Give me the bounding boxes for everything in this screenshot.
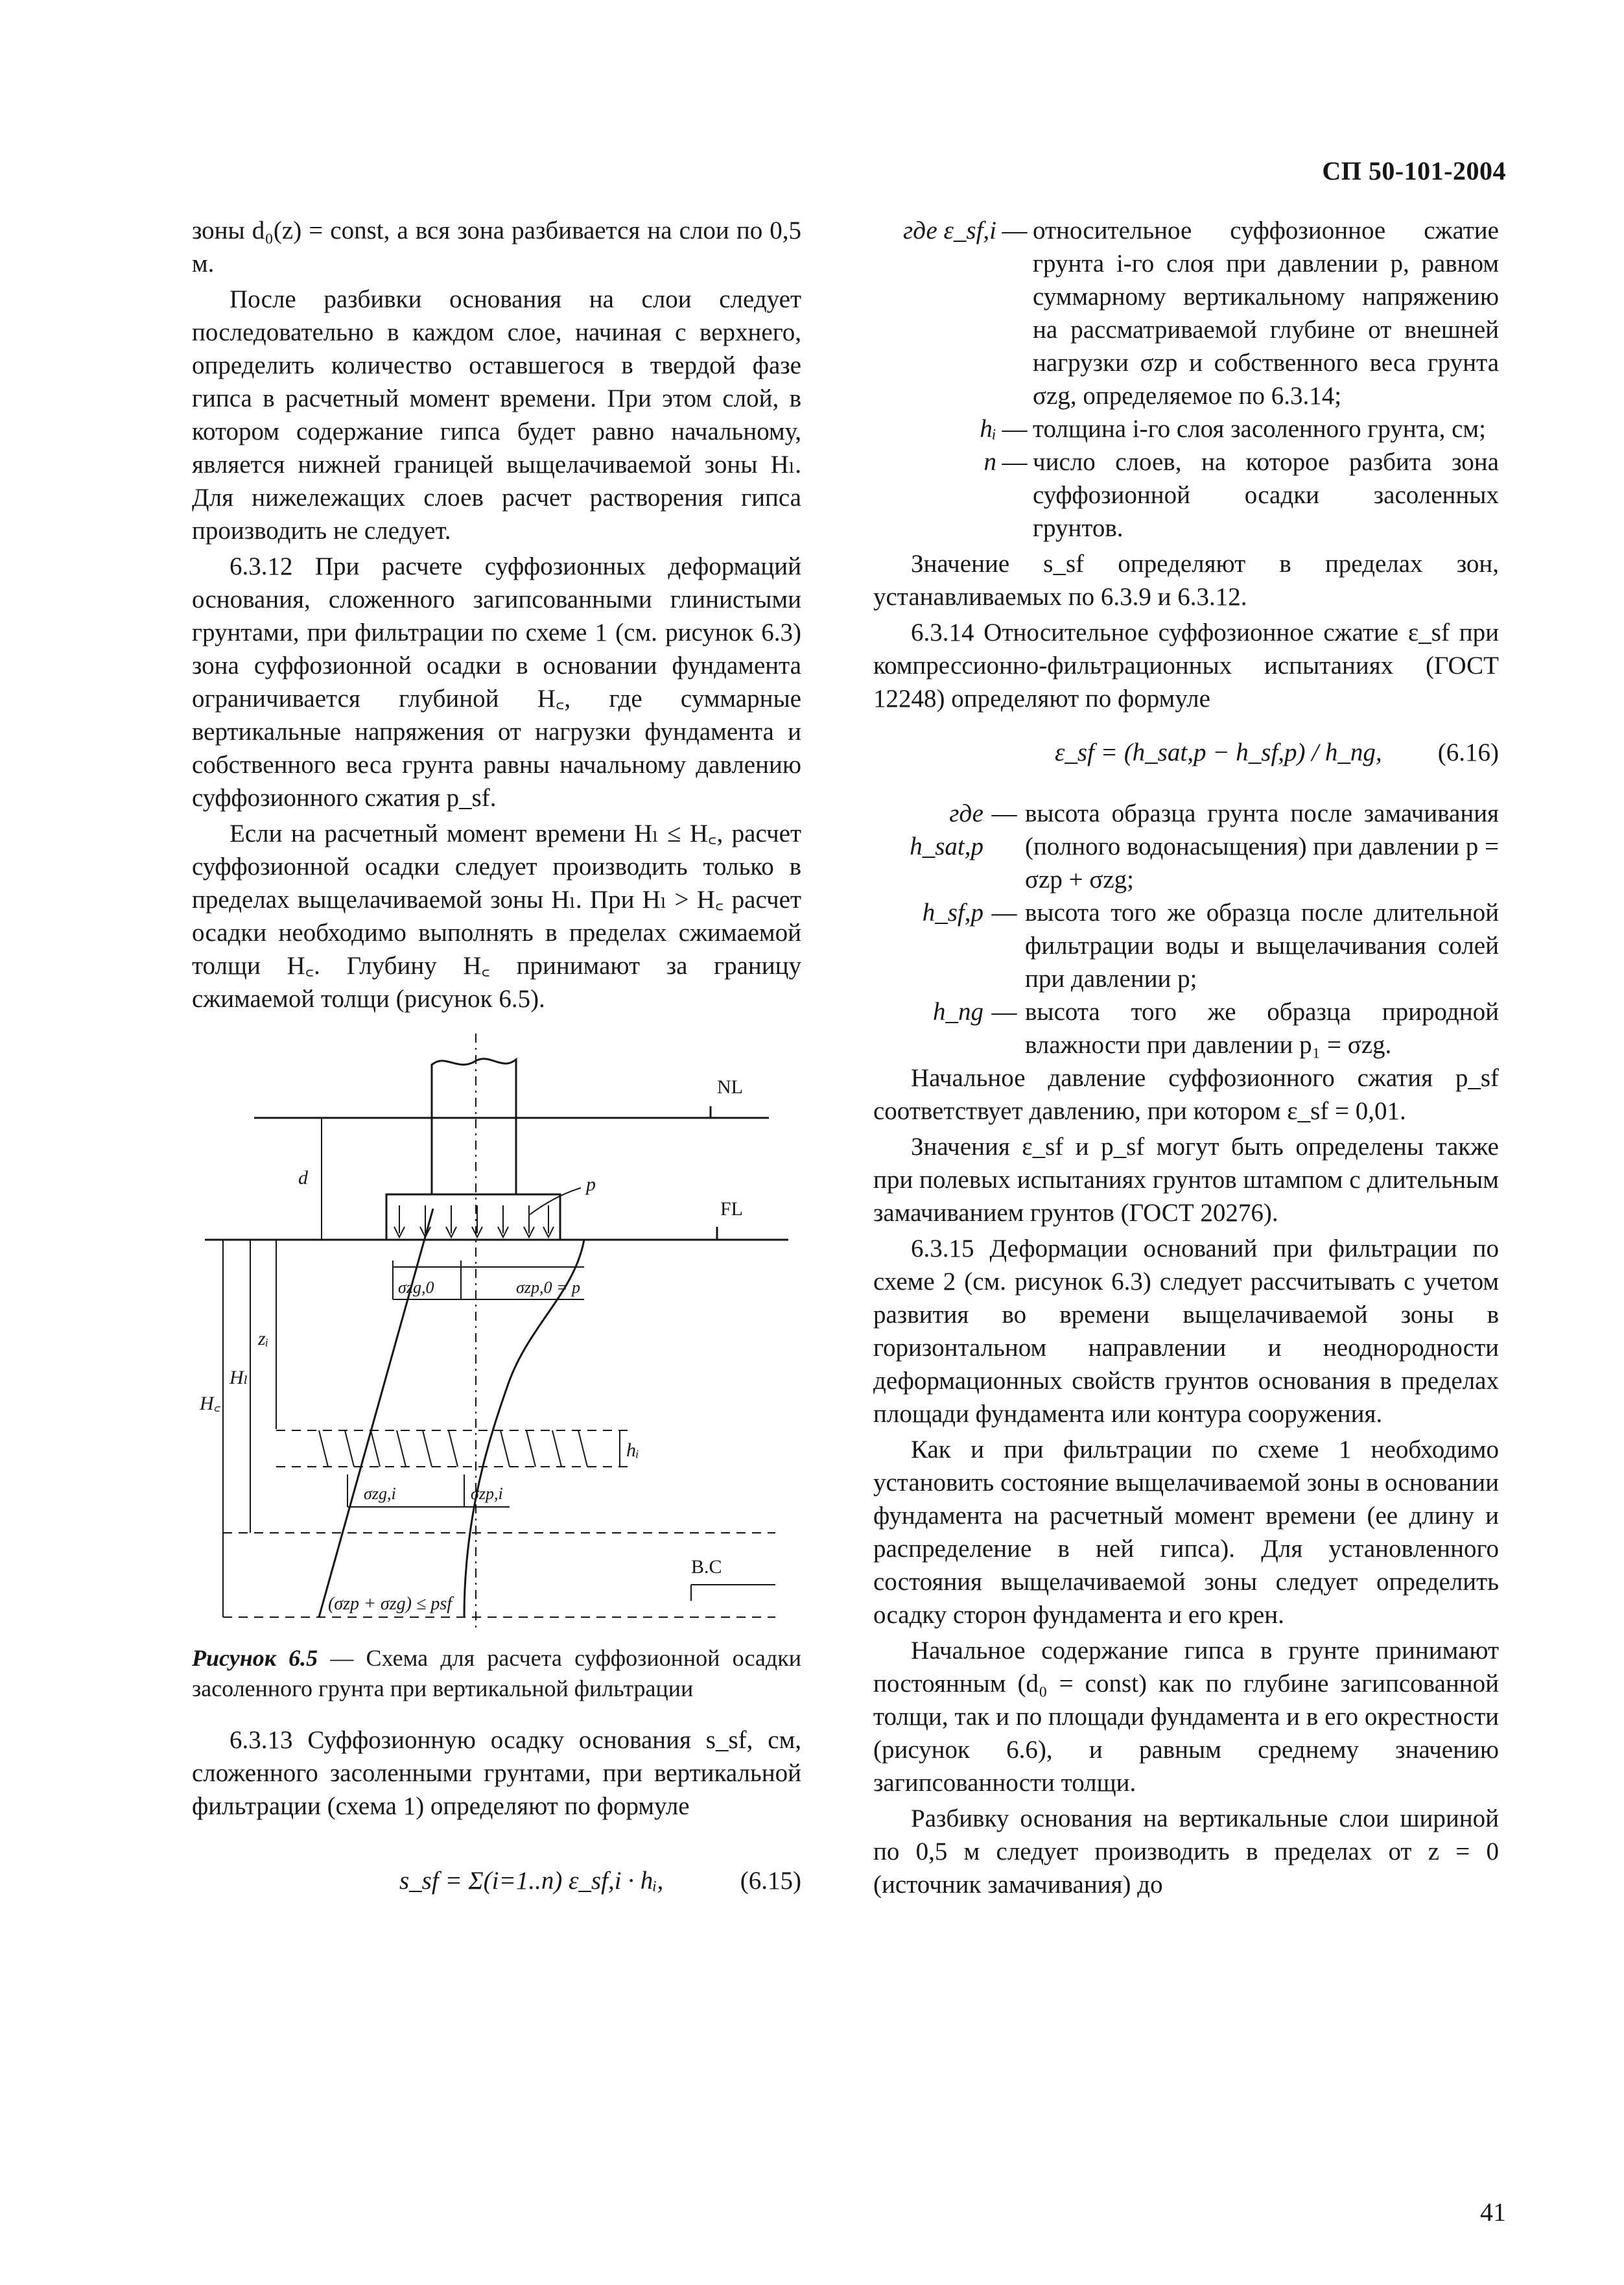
paragraph: После разбивки основания на слои следует последовательно в каждом слое, начиная с верхнего, определить количество оставшегося в твердой фазе гипса в расчетный момент времени. При этом слой, в котором содержание гипса будет равно начальному, является нижней границей выщелачиваемой зоны Hₗ. Для нижележащих слоев расчет растворения гипса производить не следует.	[192, 285, 801, 545]
definition-symbol: n	[983, 448, 996, 476]
paragraph: Разбивку основания на вертикальные слои шириной по 0,5 м следует производить в пределах от z = 0 (источник замачивания) до	[873, 1805, 1499, 1899]
formula-expression: s_sf = Σ(i=1..n) ε_sf,i · hᵢ,	[399, 1867, 664, 1895]
definition-symbol: hᵢ	[980, 415, 996, 443]
formula-6-15	[192, 1836, 801, 1933]
svg-text:hᵢ: hᵢ	[626, 1439, 639, 1461]
definition-text: высота того же образца после длительной фильтрации воды и выщелачивания солей при давлении p;	[1025, 899, 1499, 993]
column	[432, 1059, 516, 1194]
label-nl: NL	[717, 1076, 743, 1098]
right-column	[873, 214, 1499, 1901]
layer-hatch	[319, 1430, 587, 1467]
caption-label: Рисунок 6.5	[192, 1645, 318, 1671]
svg-text:σzp,0 = p: σzp,0 = p	[516, 1278, 580, 1297]
svg-text:(σzp + σzg) ≤ psf: (σzp + σzg) ≤ psf	[328, 1594, 452, 1614]
paragraph: зоны d₀(z) = const, а вся зона разбивается на слои по 0,5 м.	[192, 217, 801, 278]
svg-text:H꜀: H꜀	[200, 1393, 221, 1414]
svg-text:σzp,i: σzp,i	[471, 1484, 503, 1503]
figure-caption	[192, 1643, 801, 1704]
svg-text:d: d	[298, 1167, 308, 1189]
definitions-list-2: где h_sat,p — высота образца грунта после замачивания (полного водонасыщения) при давлении p = σzp + σzg; h_sf,p — высота того же образца после длительной фильтрации воды и выщелачивания солей при давлении p; h_ng — высота того же образца природной влажности при давлении p₁ = σzg.	[873, 797, 1499, 1061]
definition-symbol: где h_sat,p	[910, 799, 983, 860]
definition-symbol: h_sf,p	[922, 899, 983, 927]
svg-text:B.C: B.C	[691, 1556, 722, 1578]
paragraph: Начальное содержание гипса в грунте принимают постоянным (d₀ = const) как по глубине загипсованной толщи, так и по площади фундамента и в его окрестности (рисунок 6.6), и равным среднему значению загипсованности толщи.	[873, 1637, 1499, 1797]
svg-text:p: p	[586, 1174, 596, 1195]
load-arrows	[394, 1205, 554, 1237]
document-code-header: СП 50-101-2004	[1322, 156, 1506, 185]
footing	[386, 1194, 560, 1240]
svg-text:σzg,i: σzg,i	[364, 1484, 396, 1503]
definitions-list-1: где ε_sf,i — относительное суффозионное сжатие грунта i-го слоя при давлении p, равном суммарному вертикальному напряжению на рассматриваемой глубине от внешней нагрузки σzp и собственного веса грунта σzg, определяемое по 6.3.14; hᵢ — толщина i-го слоя засоленного грунта, см; n — число слоев, на которое разбита зона суффозионной осадки засоленных грунтов.	[873, 214, 1499, 545]
paragraph: 6.3.14 Относительное суффозионное сжатие ε_sf при компрессионно-фильтрационных испытаниях (ГОСТ 12248) определяют по формуле	[873, 619, 1499, 713]
formula-number: (6.15)	[740, 1867, 801, 1895]
svg-text:Hₗ: Hₗ	[229, 1367, 248, 1388]
sigma-zg-curve	[319, 1209, 433, 1617]
page-number: 41	[1480, 2197, 1506, 2227]
paragraph: 6.3.15 Деформации оснований при фильтрации по схеме 2 (см. рисунок 6.3) следует рассчитывать с учетом развития во времени выщелачиваемой зоны в горизонтальном направлении и неоднородности деформационных свойств грунтов основания в пределах площади фундамента или контура сооружения.	[873, 1235, 1499, 1428]
definition-text: высота того же образца природной влажности при давлении p₁ = σzg.	[1025, 998, 1499, 1059]
paragraph: Значение s_sf определяют в пределах зон, устанавливаемых по 6.3.9 и 6.3.12.	[873, 550, 1499, 611]
paragraph: Значения ε_sf и p_sf могут быть определены также при полевых испытаниях грунтов штампом с длительным замачиванием грунтов (ГОСТ 20276).	[873, 1133, 1499, 1227]
definition-text: высота образца грунта после замачивания (полного водонасыщения) при давлении p = σzp + σzg;	[1025, 799, 1499, 894]
figure-6-5-diagram	[192, 1021, 801, 1637]
definition-symbol: где ε_sf,i	[903, 217, 996, 244]
paragraph: 6.3.12 При расчете суффозионных деформаций основания, сложенного загипсованными глинистыми грунтами, при фильтрации по схеме 1 (см. рисунок 6.3) зона суффозионной осадки в основании фундамента ограничивается глубиной H꜀, где суммарные вертикальные напряжения от нагрузки фундамента и собственного веса грунта равны начальному давлению суффозионного сжатия p_sf.	[192, 552, 801, 812]
definition-text: толщина i-го слоя засоленного грунта, см;	[1033, 415, 1486, 443]
svg-text:FL: FL	[720, 1198, 744, 1220]
definition-text: относительное суффозионное сжатие грунта i-го слоя при давлении p, равном суммарному вертикальному напряжению на рассматриваемой глубине от внешней нагрузки σzp и собственного веса грунта σzg, определяемое по 6.3.14;	[1033, 217, 1499, 410]
formula-number: (6.16)	[1437, 739, 1499, 766]
svg-text:zᵢ: zᵢ	[258, 1328, 269, 1349]
definition-symbol: h_ng	[933, 998, 983, 1026]
left-column	[192, 214, 801, 1933]
formula-6-16	[873, 727, 1499, 783]
caption-text: — Схема для расчета суффозионной осадки засоленного грунта при вертикальной фильтрации	[192, 1645, 801, 1701]
paragraph: Начальное давление суффозионного сжатия p_sf соответствует давлению, при котором ε_sf = 0,01.	[873, 1064, 1499, 1125]
formula-expression: ε_sf = (h_sat,p − h_sf,p) / h_ng,	[1055, 739, 1382, 766]
svg-text:σzg,0: σzg,0	[398, 1278, 434, 1297]
paragraph: 6.3.13 Суффозионную осадку основания s_sf, см, сложенного засоленными грунтами, при вертикальной фильтрации (схема 1) определяют по формуле	[192, 1726, 801, 1820]
definition-text: число слоев, на которое разбита зона суффозионной осадки засоленных грунтов.	[1033, 448, 1499, 542]
paragraph: Если на расчетный момент времени Hₗ ≤ H꜀, расчет суффозионной осадки следует производить только в пределах выщелачиваемой зоны Hₗ. При Hₗ > H꜀ расчет осадки необходимо выполнять в пределах сжимаемой толщи H꜀. Глубину H꜀ принимают за границу сжимаемой толщи (рисунок 6.5).	[192, 820, 801, 1013]
paragraph: Как и при фильтрации по схеме 1 необходимо установить состояние выщелачиваемой зоны в основании фундамента на расчетный момент времени (ее длину и распределение в ней гипса). Для установленного состояния выщелачиваемой зоны следует определить осадку сторон фундамента и его крен.	[873, 1436, 1499, 1629]
